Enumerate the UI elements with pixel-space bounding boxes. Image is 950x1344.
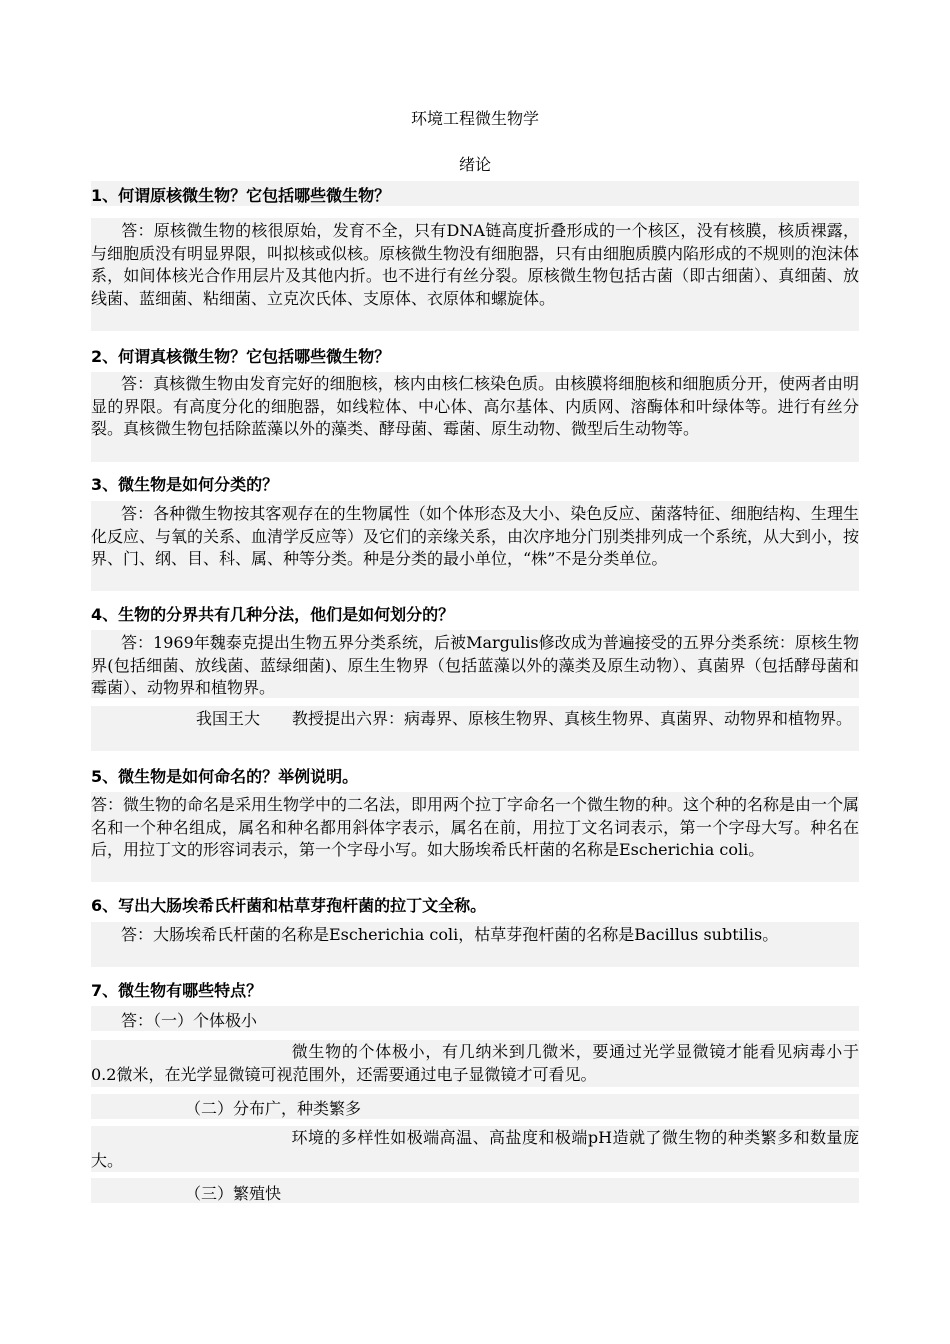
question-5: 5、微生物是如何命名的？举例说明。 (91, 767, 359, 786)
chapter-heading: 绪论 (458, 155, 491, 174)
answer-6-text: 答：大肠埃希氏杆菌的名称是Escherichia coli，枯草芽孢杆菌的名称是Bacillus subtilis。 (121, 925, 779, 944)
answer-7-paragraph-2-text: 环境的多样性如极端高温、高盐度和极端pH造就了微生物的种类繁多和数量庞大。 (91, 1128, 859, 1170)
answer-7-heading: 答：（一）个体极小 (121, 1011, 258, 1030)
answer-3 (91, 503, 859, 571)
answer-4 (91, 632, 859, 700)
answer-2-text: 答：真核微生物由发育完好的细胞核，核内由核仁核染色质。由核膜将细胞核和细胞质分开，使两者由明显的界限。有高度分化的细胞器，如线粒体、中心体、高尔基体、内质网、溶酶体和叶绿体等。进行有丝分裂。真核微生物包括除蓝藻以外的藻类、酵母菌、霉菌、原生动物、微型后生动物等。 (91, 374, 859, 438)
question-3: 3、微生物是如何分类的？ (91, 475, 279, 494)
question-7: 7、微生物有哪些特点？ (91, 981, 263, 1000)
question-6: 6、写出大肠埃希氏杆菌和枯草芽孢杆菌的拉丁文全称。 (91, 896, 487, 915)
answer-6 (91, 924, 821, 947)
document-title: 环境工程微生物学 (410, 109, 539, 128)
answer-7-subheading-2: （二）分布广，种类繁多 (185, 1099, 362, 1118)
question-2: 2、何谓真核微生物？它包括哪些微生物？ (91, 347, 391, 366)
answer-7-subheading-3: （三）繁殖快 (185, 1184, 282, 1203)
answer-7-paragraph-1 (91, 1041, 859, 1086)
answer-3-text: 答：各种微生物按其客观存在的生物属性（如个体形态及大小、染色反应、菌落特征、细胞结构、生理生化反应、与氧的关系、血清学反应等）及它们的亲缘关系，由次序地分门别类排列成一个系统，从大到小，按界、门、纲、目、科、属、种等分类。种是分类的最小单位，“株”不是分类单位。 (91, 504, 860, 568)
answer-5-text: 答：微生物的命名是采用生物学中的二名法，即用两个拉丁字命名一个微生物的种。这个种的名称是由一个属名和一个种名组成，属名和种名都用斜体字表示，属名在前，用拉丁文名词表示，第一个字母大写。种名在后，用拉丁文的形容词表示，第一个字母小写。如大肠埃希氏杆菌的名称是Escherichia coli。 (91, 795, 860, 859)
question-4: 4、生物的分界共有几种分法，他们是如何划分的？ (91, 605, 455, 624)
answer-1 (91, 220, 859, 310)
answer-7-paragraph-1-text: 微生物的个体极小，有几纳米到几微米，要通过光学显微镜才能看见病毒小于0.2微米，在光学显微镜可视范围外，还需要通过电子显微镜才可看见。 (91, 1042, 859, 1084)
answer-2 (91, 373, 859, 441)
answer-4-text: 答：1969年魏泰克提出生物五界分类系统，后被Margulis修改成为普遍接受的五界分类系统：原核生物界(包括细菌、放线菌、蓝绿细菌)、原生生物界（包括蓝藻以外的藻类及原生动物）、真菌界（包括酵母菌和霉菌）、动物界和植物界。 (91, 633, 859, 697)
answer-7-paragraph-2 (91, 1127, 859, 1172)
answer-1-text: 答：原核微生物的核很原始，发育不全，只有DNA链高度折叠形成的一个核区，没有核膜，核质裸露，与细胞质没有明显界限，叫拟核或似核。原核微生物没有细胞器，只有由细胞质膜内陷形成的不规则的泡沫体系，如间体核光合作用层片及其他内折。也不进行有丝分裂。原核微生物包括古菌（即古细菌）、真细菌、放线菌、蓝细菌、粘细菌、立克次氏体、支原体、衣原体和螺旋体。 (91, 221, 860, 308)
answer-5 (91, 794, 859, 862)
answer-4-extra (91, 708, 859, 731)
question-1: 1、何谓原核微生物？它包括哪些微生物？ (91, 186, 391, 205)
answer-4-extra-text: 我国王大 教授提出六界：病毒界、原核生物界、真核生物界、真菌界、动物界和植物界。 (196, 709, 853, 728)
